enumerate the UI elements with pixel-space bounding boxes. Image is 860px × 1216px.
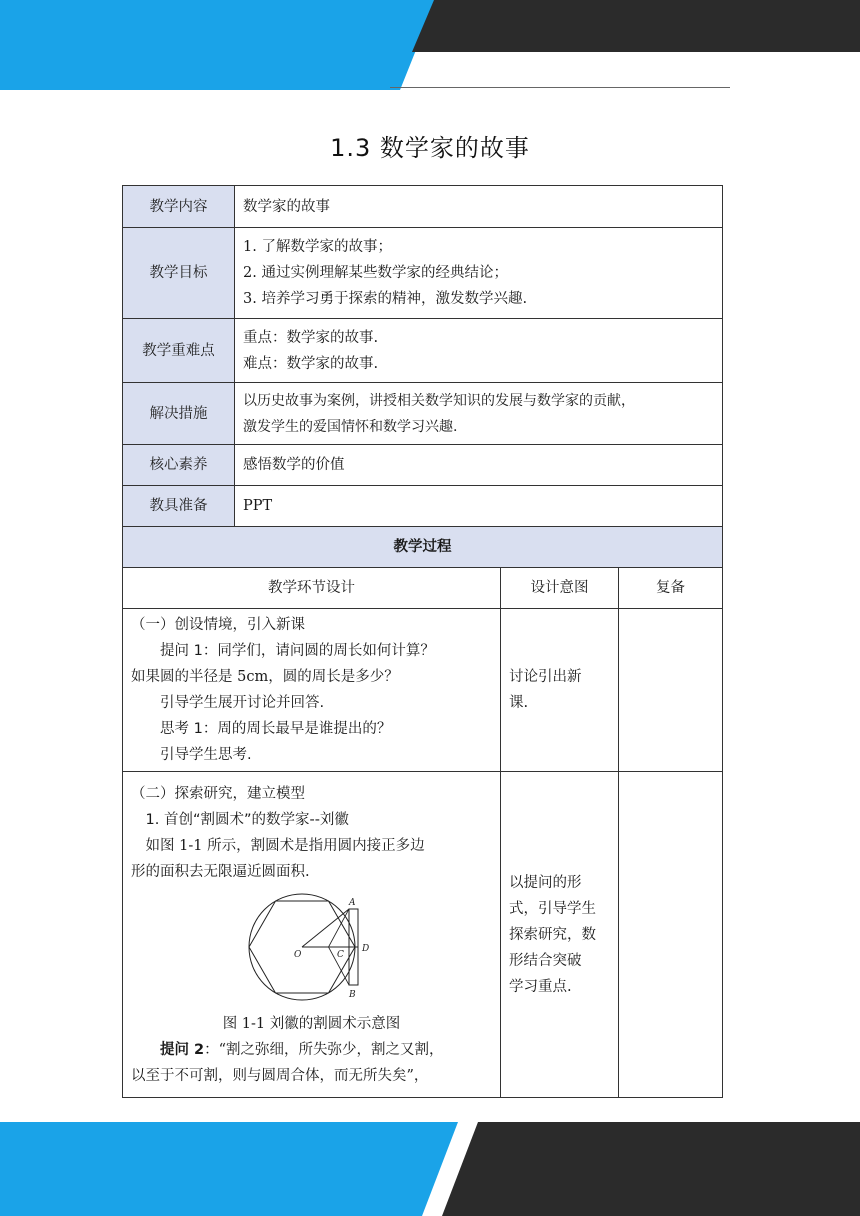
process-band: 教学过程: [123, 527, 723, 568]
section-1-review: [619, 609, 723, 772]
row-column-headers: [123, 568, 723, 609]
intent-line: 以提问的形: [509, 874, 582, 891]
intent-line: 式，引导学生: [509, 900, 596, 917]
point-a-label: A: [348, 897, 355, 908]
label-objectives: 教学目标: [123, 228, 235, 319]
section-1-heading: （一）创设情境，引入新课: [131, 617, 305, 633]
section-2-intent: [501, 772, 619, 1098]
measure-line: 激发学生的爱国情怀和数学习兴趣.: [243, 418, 458, 435]
question-2-continued: 以至于不可割，则与圆周合体，而无所失矣”，: [131, 1067, 429, 1084]
footer-banner: [0, 1122, 860, 1216]
question-2-label: 提问 2: [160, 1041, 205, 1058]
think-1: [131, 716, 492, 742]
label-key-points: 教学重难点: [123, 319, 235, 383]
row-process-band: [123, 527, 723, 568]
row-measures: [123, 383, 723, 445]
label-competency: 核心素养: [123, 445, 235, 486]
value-competency: 感悟数学的价值: [235, 445, 723, 486]
label-measures: 解决措施: [123, 383, 235, 445]
column-intent: 设计意图: [501, 568, 619, 609]
circle-cutting-diagram: [242, 891, 382, 1003]
section-2-heading: （二）探索研究，建立模型: [131, 785, 305, 802]
column-review: 复备: [619, 568, 723, 609]
intent-line: 探索研究，数: [509, 926, 596, 943]
label-content: 教学内容: [123, 186, 235, 228]
value-tools: PPT: [235, 486, 723, 527]
point-d-label: D: [361, 943, 369, 954]
point-o-label: O: [293, 949, 301, 960]
row-key-points: [123, 319, 723, 383]
intent-line: 学习重点.: [509, 978, 572, 995]
question-1-text: ：同学们，请问圆的周长如何计算？: [202, 643, 435, 659]
figure-intro-line: 形的面积去无限逼近圆面积.: [131, 863, 310, 880]
think-1-label: 思考 1: [160, 721, 203, 737]
question-2: [131, 1037, 492, 1063]
figure-intro-line: 如图 1-1 所示，割圆术是指用圆内接正多边: [145, 837, 425, 854]
row-tools: [123, 486, 723, 527]
section-1-intent: [501, 609, 619, 772]
figure-caption: 图 1-1 刘徽的割圆术示意图: [222, 1015, 401, 1032]
objective-line: 1. 了解数学家的故事；: [243, 239, 392, 255]
objective-line: 3. 培养学习勇于探索的精神，激发数学兴趣.: [243, 291, 528, 307]
label-tools: 教具准备: [123, 486, 235, 527]
key-point-line: 重点：数学家的故事.: [243, 329, 379, 346]
row-objectives: [123, 228, 723, 319]
question-1-label: 提问 1: [160, 643, 203, 659]
figure-1-1: [131, 891, 492, 1009]
lesson-plan-table: [122, 185, 723, 1098]
row-section-2: [123, 772, 723, 1098]
question-1: [131, 638, 492, 664]
subsection-1-heading: 1. 首创“割圆术”的数学家--刘徽: [145, 811, 349, 828]
think-1-text: ：周的周长最早是谁提出的？: [202, 721, 392, 737]
question-2-text: ：“割之弥细，所失弥少，割之又割，: [204, 1041, 444, 1058]
guide-2: 引导学生思考.: [160, 747, 252, 763]
section-2-content: [123, 772, 501, 1098]
objective-line: 2. 通过实例理解某些数学家的经典结论；: [243, 265, 508, 281]
row-section-1: [123, 609, 723, 772]
header-rule: [390, 87, 730, 88]
header-banner: [0, 0, 860, 90]
value-objectives: [235, 228, 723, 319]
intent-line: 形结合突破: [509, 952, 582, 969]
value-measures: [235, 383, 723, 445]
guide-1: 引导学生展开讨论并回答.: [160, 695, 325, 711]
row-competency: [123, 445, 723, 486]
point-c-label: C: [336, 949, 344, 960]
point-b-label: B: [348, 989, 356, 1000]
value-key-points: [235, 319, 723, 383]
question-1-continued: 如果圆的半径是 5cm，圆的周长是多少？: [131, 669, 399, 685]
measure-line: 以历史故事为案例，讲授相关数学知识的发展与数学家的贡献，: [243, 392, 635, 409]
value-content: 数学家的故事: [235, 186, 723, 228]
key-point-line: 难点：数学家的故事.: [243, 355, 379, 372]
section-1-content: [123, 609, 501, 772]
intent-line: 课.: [509, 695, 529, 711]
row-content: [123, 186, 723, 228]
page-title: 1.3 数学家的故事: [330, 134, 530, 162]
intent-line: 讨论引出新: [509, 669, 582, 685]
section-2-review: [619, 772, 723, 1098]
column-design: 教学环节设计: [123, 568, 501, 609]
